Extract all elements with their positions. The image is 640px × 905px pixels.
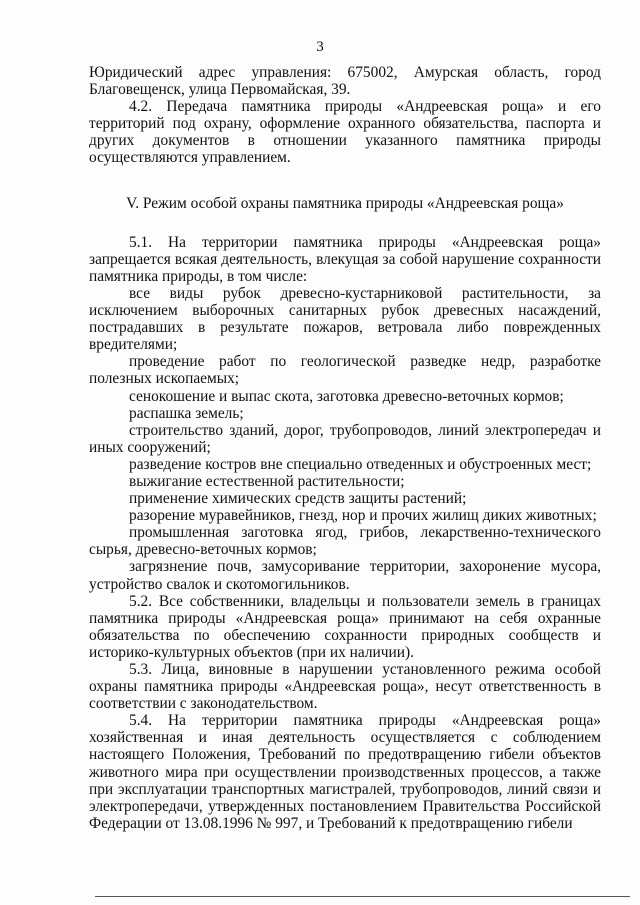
document-body: [89, 64, 601, 832]
prohibited-item: выжигание естественной растительности;: [129, 472, 405, 490]
prohibited-item: сенокошение и выпас скота, заготовка древесно-веточных кормов;: [129, 387, 564, 405]
section-heading: V. Режим особой охраны памятника природы «Андреевская роща»: [126, 194, 564, 212]
prohibited-item: разведение костров вне специально отведенных и обустроенных мест;: [129, 455, 592, 473]
clause-4-2: 4.2. Передача памятника природы «Андреевская роща» и его территорий под охрану, оформление охранного обязательства, паспорта и других документов в отношении указанного памятника природы осуществляются управлением.: [89, 98, 601, 167]
prohibited-item: применение химических средств защиты растений;: [129, 490, 467, 508]
clause-5-3: 5.3. Лица, виновные в нарушении установленного режима особой охраны памятника природы «Андреевская роща», несут ответственность в соответствии с законодательством.: [89, 661, 601, 713]
prohibited-item: разорение муравейников, гнезд, нор и прочих жилищ диких животных;: [129, 507, 597, 525]
prohibited-item: распашка земель;: [129, 404, 244, 422]
page-number: 3: [316, 39, 324, 55]
prohibited-item: загрязнение почв, замусоривание территории, захоронение мусора, устройство свалок и скотомогильников.: [89, 558, 601, 593]
prohibited-item: все виды рубок древесно-кустарниковой растительности, за исключением выборочных санитарных рубок древесных насаждений, пострадавших в результате пожаров, ветровала либо поврежденных вредителями;: [89, 284, 601, 354]
prohibited-item: промышленная заготовка ягод, грибов, лекарственно-технического сырья, древесно-веточных кормов;: [89, 524, 601, 559]
prohibited-item: строительство зданий, дорог, трубопроводов, линий электропередач и иных сооружений;: [89, 421, 601, 456]
clause-5-1: 5.1. На территории памятника природы «Андреевская роща» запрещается всякая деятельность, влекущая за собой нарушение сохранности памятника природы, в том числе:: [89, 233, 601, 285]
clause-5-2: 5.2. Все собственники, владельцы и пользователи земель в границах памятника природы «Андреевская роща» принимают на себя охранные обязательства по обеспечению сохранности природных сообществ и историко-культурных объектов (при их наличии).: [89, 592, 601, 661]
prohibited-item: проведение работ по геологической разведке недр, разработке полезных ископаемых;: [89, 353, 601, 388]
address-paragraph: Юридический адрес управления: 675002, Амурская область, город Благовещенск, улица Первомайская, 39.: [89, 64, 601, 99]
page-bottom-divider: [95, 896, 630, 897]
clause-5-4: 5.4. На территории памятника природы «Андреевская роща» хозяйственная и иная деятельность осуществляется с соблюдением настоящего Положения, Требований по предотвращению гибели объектов животного мира при осуществлении производственных процессов, а также при эксплуатации транспортных магистралей, трубопроводов, линий связи и электропередачи, утвержденных постановлением Правительства Российской Федерации от 13.08.1996 № 997, и Требований к предотвращению гибели: [89, 712, 601, 832]
